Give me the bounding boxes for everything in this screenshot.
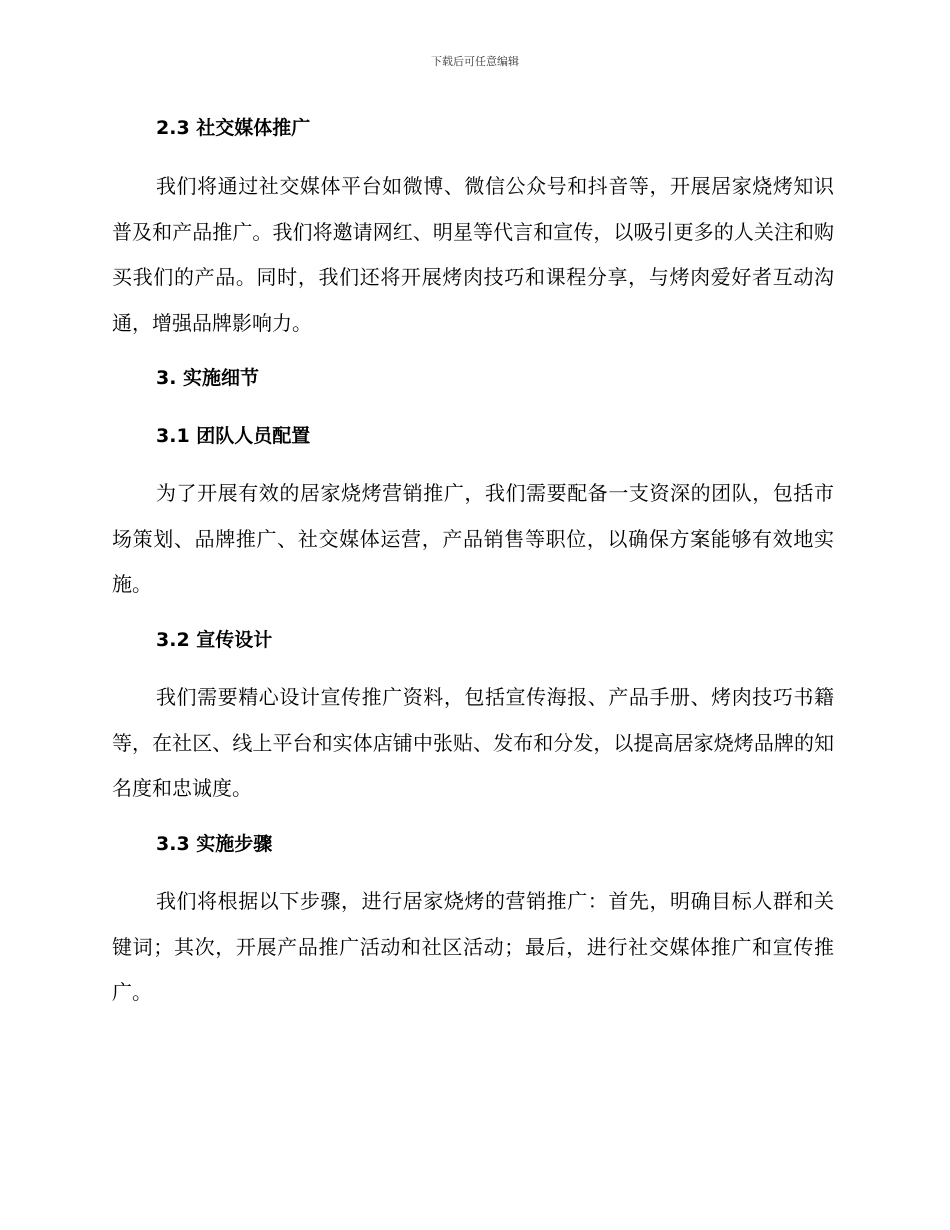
section-heading-2-3: 2.3 社交媒体推广 [156,117,311,139]
section-heading-3-3: 3.3 实施步骤 [156,833,273,855]
page-header-note: 下载后可任意编辑 [431,55,519,68]
section-paragraph-2-3: 我们将通过社交媒体平台如微博、微信公众号和抖音等，开展居家烧烤知识普及和产品推广。我们将邀请网红、明星等代言和宣传，以吸引更多的人关注和购买我们的产品。同时，我们还将开展烤肉技巧和课程分享，与烤肉爱好者互动沟通，增强品牌影响力。 [112,174,834,335]
section-heading-3: 3. 实施细节 [156,367,260,389]
section-heading-3-2: 3.2 宣传设计 [156,629,273,651]
section-heading-3-1: 3.1 团队人员配置 [156,425,311,447]
section-paragraph-3-1: 为了开展有效的居家烧烤营销推广，我们需要配备一支资深的团队，包括市场策划、品牌推广、社交媒体运营，产品销售等职位，以确保方案能够有效地实施。 [112,481,834,596]
section-paragraph-3-2: 我们需要精心设计宣传推广资料，包括宣传海报、产品手册、烤肉技巧书籍等，在社区、线上平台和实体店铺中张贴、发布和分发，以提高居家烧烤品牌的知名度和忠诚度。 [112,685,834,800]
section-paragraph-3-3: 我们将根据以下步骤，进行居家烧烤的营销推广：首先，明确目标人群和关键词；其次，开展产品推广活动和社区活动；最后，进行社交媒体推广和宣传推广。 [112,889,834,1004]
